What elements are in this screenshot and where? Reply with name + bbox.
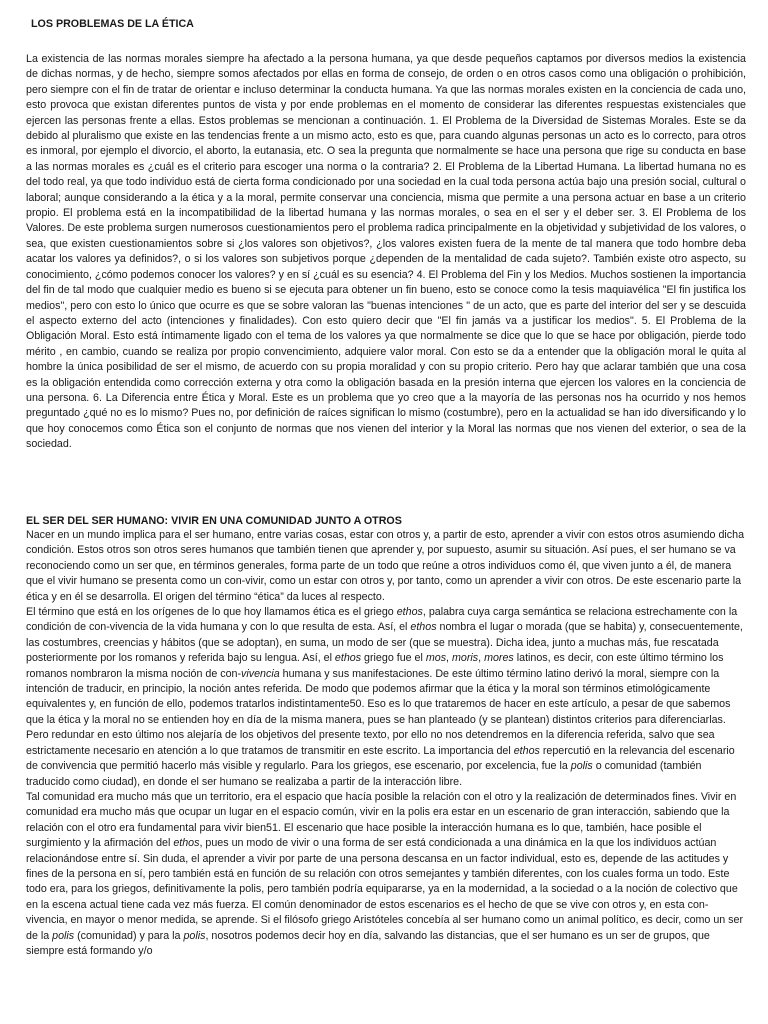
- section-body-problemas-etica: La existencia de las normas morales siempre ha afectado a la persona humana, ya que desde pequeños captamos por diversos medios la existencia de dichas normas, y de hecho, siempre somos afectados por ellas en forma de consejo, de orden o en otros casos como una obligación o prohibición, pero siempre con el fin de tratar de orientar e incluso determinar la conducta humana. Ya que las normas morales existen en la conciencia de cada uno, esto provoca que existan diferentes puntos de vista y por ende problemas en el momento de considerar las diferentes respuestas existenciales que ejercen las personas frente a ellas. Estos problemas se mencionan a continuación. 1. El Problema de la Diversidad de Sistemas Morales. Este se da debido al pluralismo que existe en las tendencias frente a un mismo acto, esto es que, para cuando algunas personas un acto es lo correcto, para otros es inmoral, por ejemplo el divorcio, el aborto, la eutanasia, etc. O sea la pregunta que normalmente se hace una persona que rige su conducta en base a las normas morales es ¿cuál es el criterio para escoger una norma o la contraria? 2. El Problema de la Libertad Humana. La libertad humana no es del todo real, ya que todo individuo está de cierta forma condicionado por una sociedad en la cual toda persona actúa bajo una presión social, cultural o laboral; aunque considerando a la ética y a la moral, permite conservar una conciencia, misma que permite a una persona actuar en base a un criterio propio. El problema está en la incompatibilidad de la libertad humana y las normas morales, o sea en el ser y el deber ser. 3. El Problema de los Valores. De este problema surgen numerosos cuestionamientos pero el problema radica principalmente en la objetividad y subjetividad de los valores, o sea, que existen cuestionamientos sobre si ¿los valores son objetivos?, ¿los valores existen fuera de la mente de tal manera que todo hombre deba acatar los valores ya definidos?, o si los valores son subjetivos porque ¿dependen de la mentalidad de cada sujeto?. También existe otro aspecto, su conocimiento, ¿cómo podemos conocer los valores? y en sí ¿cuál es su esencia? 4. El Problema del Fin y los Medios. Muchos sostienen la importancia del fin de tal modo que cualquier medio es bueno si se ejecuta para obtener un fin bueno, esto se conoce como la tesis maquiavélica "El fin justifica los medios", pero con esto lo único que ocurre es que se sobre valoran las "buenas intenciones " de un acto, que es parte del interior del ser y se descuida el aspecto externo del acto (intenciones y finalidades). Con esto quiero decir que "El fin jamás va a justificar los medios". 5. El Problema de la Obligación Moral. Esto está íntimamente ligado con el tema de los valores ya que normalmente se dice que lo que se hace por obligación, pierde todo mérito , en cambio, cuando se realiza por propio convencimiento, adquiere valor moral. Con esto se da a entender que la obligación moral le quita al hombre la única posibilidad de ser el mismo, de acuerdo con su propia moralidad y con su propio criterio. Pero hay que aclarar también que una cosa es la obligación entendida como corrección externa y otra como la obligación basada en la presión interna que ejercen los valores en la conciencia de una persona. 6. La Diferencia entre Ética y Moral. Este es un problema que yo creo que a la mayoría de las personas nos ha ocurrido y nos hemos preguntado ¿qué no es lo mismo? Pues no, por definición de raíces significan lo mismo (costumbre), pero en la actualidad se han ido diversificando y lo que hoy conocemos como Ética son el conjunto de normas que nos vienen del interior y la Moral las normas que nos vienen del exterior, o sea de la sociedad.: [26, 53, 746, 451]
- section-title-problemas-etica: LOS PROBLEMAS DE LA ÉTICA: [31, 18, 194, 30]
- paragraph: Nacer en un mundo implica para el ser humano, entre varias cosas, estar con otros y, a partir de esto, aprender a vivir con estos otros asumiendo dicha condición. Estos otros son otros seres humanos que también tienen que aprender y, por supuesto, asumir su situación. Así pues, el ser humano se va reconociendo como un ser que, en términos generales, forma parte de un todo que reúne a otros individuos como él, que viven junto a él, de manera que el vivir humano se presenta como un con-vivir, como un estar con otros y, por tanto, como un aprender a vivir con otros. De este escenario parte la ética y en él se desarrolla. El origen del término “ética” da luces al respecto.: [26, 529, 745, 603]
- section-body-ser-humano: [26, 528, 746, 959]
- paragraph: Tal comunidad era mucho más que un territorio, era el espacio que hacía posible la relación con el otro y la realización de determinados fines. Vivir en comunidad era mucho más que ocupar un lugar en el espacio común, vivir en la polis era estar en un escenario de gran interacción, sabiendo que la relación con el otro era fundamental para vivir bien51. El escenario que hace posible la interacción humana es lo que, también, hace posible el surgimiento y la afirmación del ethos, pues un modo de vivir o una forma de ser está condicionada a una dinámica en la que los individuos actúan relacionándose entre sí. Sin duda, el aprender a vivir por parte de una persona descansa en un factor individual, esto es, depende de las actitudes y fines de la persona en sí, pero también está en función de su relación con otros semejantes y también diferentes, con los cuales forma un todo. Este todo era, para los griegos, definitivamente la polis, pero también podría equipararse, ya en la modernidad, a la sociedad o a la noción de colectivo que en la escena actual tiene cada vez más fuerza. El común denominador de estos escenarios es el hecho de que se vive con otros y, en esta con-vivencia, en mayor o menor medida, se aprende. Si el filósofo griego Aristóteles concebía al ser humano como un animal político, es decir, como un ser de la polis (comunidad) y para la polis, nosotros podemos decir hoy en día, salvando las distancias, que el ser humano es un ser de grupos, que siempre está formando y/o: [26, 790, 744, 957]
- paragraph: El término que está en los orígenes de lo que hoy llamamos ética es el griego ethos, palabra cuya carga semántica se relaciona estrechamente con la condición de con-vivencia de la vida humana y con lo que resulta de esta. Así, el ethos nombra el lugar o morada (que se habita) y, consecuentemente, las costumbres, creencias y hábitos (que se adoptan), en suma, un modo de ser (que se muestra). Dicha idea, junto a muchas más, fue rescatada posteriormente por los romanos y referida bajo su lengua. Así, el ethos griego fue el mos, moris, mores latinos, es decir, con este último término los romanos nombraron la misma noción de con-vivencia humana y sus manifestaciones. De este último término latino derivó la moral, siempre con la intención de traducir, en principio, la noción antes referida. De modo que podemos afirmar que la ética y la moral son términos etimológicamente equivalentes y, en función de ello, podemos tratarlos indistintamente50. Eso es lo que trataremos de hacer en este artículo, a pesar de que sabemos que la ética y la moral no se entienden hoy en día de la misma manera, pues se han planteado (y se plantean) distintos criterios para diferenciarlas. Pero redundar en esto último nos alejaría de los objetivos del presente texto, por ello no nos detendremos en la diferencia referida, salvo que sea estrictamente necesario en atención a lo que tratamos de transmitir en este escrito. La importancia del ethos repercutió en la relevancia del escenario de convivencia que permitió hacerlo más visible y regularlo. Para los griegos, ese escenario, por excelencia, fue la polis o comunidad (también traducido como ciudad), en donde el ser humano se realizaba a partir de la interacción libre.: [26, 606, 743, 788]
- section-title-ser-humano: EL SER DEL SER HUMANO: VIVIR EN UNA COMUNIDAD JUNTO A OTROS: [26, 515, 402, 527]
